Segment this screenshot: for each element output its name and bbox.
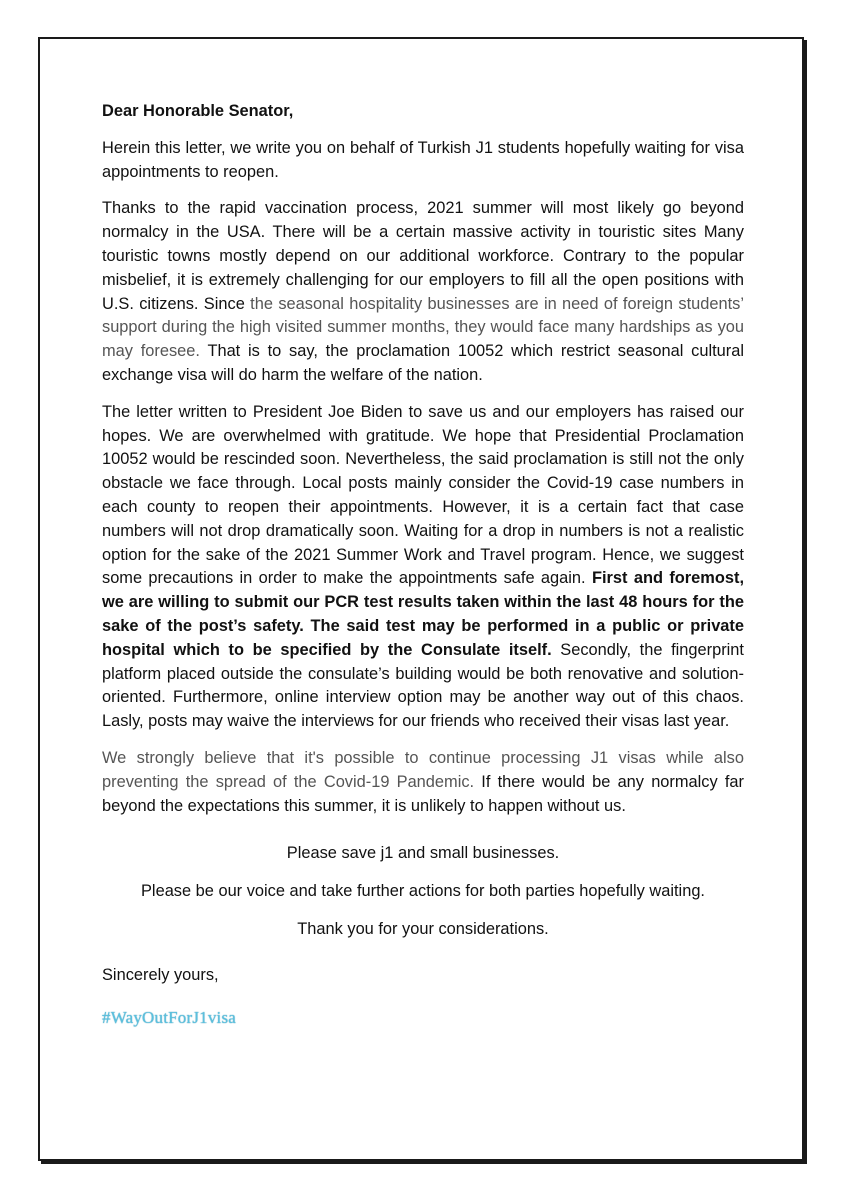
salutation: Dear Honorable Senator, <box>102 102 294 120</box>
paragraph-belief <box>102 747 744 818</box>
closing-line-save: Please save j1 and small businesses. <box>286 844 560 863</box>
paragraph-proclamation <box>102 401 744 734</box>
closing-line-thanks: Thank you for your considerations. <box>297 919 549 938</box>
closing-line-voice: Please be our voice and take further actions for both parties hopefully waiting. <box>141 882 705 901</box>
paragraph-proclamation-bold: First and foremost, we are willing to submit our PCR test results taken within the last 48 hours for the sake of the post’s safety. The said test may be performed in a public or private hospital which to be specified by the Consulate itself. <box>102 569 744 659</box>
closing-block <box>102 842 744 941</box>
sign-off: Sincerely yours, <box>102 965 219 984</box>
paragraph-proclamation-text-1: The letter written to President Joe Biden to save us and our employers has raised our hopes. We are overwhelmed with gratitude. We hope that Presidential Proclamation 10052 would be rescinded soon. Nevertheless, the said proclamation is still not the only obstacle we face through. Local posts mainly consider the Covid-19 case numbers in each county to reopen their appointments. However, it is a certain fact that case numbers will not drop dramatically soon. Waiting for a drop in numbers is not a realistic option for the sake of the 2021 Summer Work and Travel program. Hence, we suggest some precautions in order to make the appointments safe again. <box>102 402 744 588</box>
paragraph-vaccination-text-2: That is to say, the proclamation 10052 which restrict seasonal cultural exchange visa will do harm the welfare of the nation. <box>102 342 745 384</box>
paragraph-proclamation-text-2: Secondly, the fingerprint platform placed outside the consulate’s building would be both renovative and solution-oriented. Furthermore, online interview option may be another way out of this chaos. Lasly, posts may waive the interviews for our friends who received their visas last year. <box>102 640 744 731</box>
paragraph-belief-highlight: We strongly believe that it's possible to continue processing J1 visas while also preventing the spread of the Covid-19 Pandemic. <box>102 748 744 791</box>
hashtag: #WayOutForJ1visa <box>102 1007 237 1027</box>
paragraph-belief-text: If there would be any normalcy far beyond the expectations this summer, it is unlikely to happen without us. <box>102 772 744 815</box>
paragraph-vaccination <box>102 197 744 387</box>
paragraph-intro: Herein this letter, we write you on behalf of Turkish J1 students hopefully waiting for visa appointments to reopen. <box>102 138 744 181</box>
paragraph-vaccination-highlight: the seasonal hospitality businesses are in need of foreign students’ support during the high visited summer months, they would face many hardships as you may foresee. <box>102 294 744 361</box>
letter-body <box>102 100 744 1042</box>
paragraph-vaccination-text-1: Thanks to the rapid vaccination process, 2021 summer will most likely go beyond normalcy in the USA. There will be a certain massive activity in touristic sites Many touristic towns mostly depend on our additional workforce. Contrary to the popular misbelief, it is extremely challenging for our employers to fill all the open positions with U.S. citizens. Since <box>102 199 744 313</box>
